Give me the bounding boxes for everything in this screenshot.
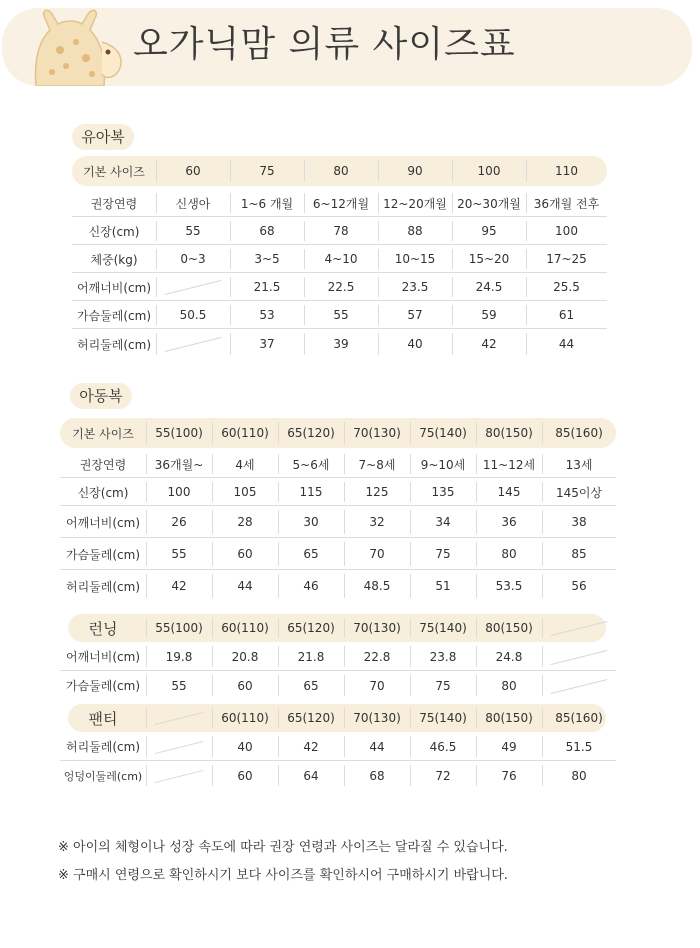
table-cell: 60: [212, 671, 278, 700]
table-cell: 0~3: [156, 245, 230, 273]
row-label: 가슴둘레(cm): [65, 679, 141, 693]
kids-size: 65(120): [278, 418, 344, 448]
empty-cell: [146, 761, 212, 790]
running-size: 55(100): [146, 614, 212, 642]
table-cell: 145: [476, 478, 542, 506]
running-size: 60(110): [212, 614, 278, 642]
table-cell: 75: [410, 671, 476, 700]
table-cell: 61: [526, 301, 607, 329]
row-label: 허리둘레(cm): [65, 579, 141, 594]
table-cell: 40: [212, 732, 278, 761]
table-cell: 40: [378, 329, 452, 359]
panty-row-waist: [60, 732, 616, 761]
table-cell: 19.8: [146, 642, 212, 671]
table-cell: 57: [378, 301, 452, 329]
table-cell: 88: [378, 217, 452, 245]
table-cell: 12~20개월: [378, 189, 452, 217]
table-cell: 21.5: [230, 273, 304, 301]
table-cell: 68: [230, 217, 304, 245]
table-cell: 24.5: [452, 273, 526, 301]
kids-size: 70(130): [344, 418, 410, 448]
table-cell: 46: [278, 570, 344, 602]
infant-row-age: [72, 189, 607, 217]
table-cell: 145이상: [542, 478, 616, 506]
row-label: 신장(cm): [88, 224, 140, 239]
table-cell: 37: [230, 329, 304, 359]
table-cell: 22.8: [344, 642, 410, 671]
footnote: ※ 아이의 체형이나 성장 속도에 따라 권장 연령과 사이즈는 달라질 수 있습니다.: [58, 840, 508, 855]
table-cell: 55: [146, 671, 212, 700]
kids-size-row: [60, 418, 616, 448]
row-label: 어깨너비(cm): [65, 515, 141, 530]
table-cell: 1~6 개월: [230, 189, 304, 217]
infant-size: 100: [452, 156, 526, 186]
table-cell: 20.8: [212, 642, 278, 671]
table-cell: 42: [146, 570, 212, 602]
table-cell: 38: [542, 506, 616, 538]
table-cell: 115: [278, 478, 344, 506]
table-cell: 70: [344, 671, 410, 700]
table-cell: 55: [146, 538, 212, 570]
table-cell: 56: [542, 570, 616, 602]
kids-size: 85(160): [542, 418, 616, 448]
empty-cell: [146, 732, 212, 761]
table-cell: 15~20: [452, 245, 526, 273]
kids-size: 75(140): [410, 418, 476, 448]
empty-slash: [155, 740, 204, 753]
table-cell: 30: [278, 506, 344, 538]
infant-size: 80: [304, 156, 378, 186]
table-cell: 60: [212, 761, 278, 790]
table-cell: 65: [278, 671, 344, 700]
table-cell: 36개월~: [146, 450, 212, 478]
table-cell: 4세: [212, 450, 278, 478]
panty-size: 65(120): [278, 704, 344, 732]
table-cell: 4~10: [304, 245, 378, 273]
kids-size-label: 기본 사이즈: [72, 426, 134, 441]
row-label: 권장연령: [79, 457, 127, 472]
table-cell: 28: [212, 506, 278, 538]
empty-slash: [165, 337, 222, 352]
table-cell: 42: [278, 732, 344, 761]
infant-row-waist: [72, 329, 607, 359]
table-cell: 49: [476, 732, 542, 761]
table-cell: 46.5: [410, 732, 476, 761]
row-label: 허리둘레(cm): [76, 337, 152, 352]
footnote: ※ 구매시 연령으로 확인하시기 보다 사이즈를 확인하시어 구매하시기 바랍니다.: [58, 868, 508, 883]
row-label: 어깨너비(cm): [76, 280, 152, 295]
table-cell: 44: [344, 732, 410, 761]
row-label: 권장연령: [90, 196, 138, 211]
table-cell: 64: [278, 761, 344, 790]
table-cell: 80: [476, 538, 542, 570]
table-cell: 105: [212, 478, 278, 506]
table-cell: 20~30개월: [452, 189, 526, 217]
empty-slash: [155, 769, 204, 782]
table-cell: 44: [526, 329, 607, 359]
table-cell: 76: [476, 761, 542, 790]
row-label: 체중(kg): [90, 252, 138, 267]
table-cell: 70: [344, 538, 410, 570]
kids-row-age: [60, 450, 616, 478]
table-cell: 3~5: [230, 245, 304, 273]
running-row-shoulder: [60, 642, 616, 671]
row-label: 가슴둘레(cm): [65, 547, 141, 562]
running-size-row: [60, 614, 616, 642]
running-size: 75(140): [410, 614, 476, 642]
table-cell: 55: [156, 217, 230, 245]
table-cell: 6~12개월: [304, 189, 378, 217]
infant-row-height: [72, 217, 607, 245]
panty-size: 75(140): [410, 704, 476, 732]
table-cell: 21.8: [278, 642, 344, 671]
table-cell: 36개월 전후: [526, 189, 607, 217]
empty-cell: [156, 273, 230, 301]
table-cell: 48.5: [344, 570, 410, 602]
row-label: 신장(cm): [77, 485, 129, 500]
row-label: 어깨너비(cm): [65, 650, 141, 664]
panty-row-hip: [60, 761, 616, 790]
table-cell: 60: [212, 538, 278, 570]
row-label: 허리둘레(cm): [65, 740, 141, 754]
kids-size: 60(110): [212, 418, 278, 448]
infant-size: 110: [526, 156, 607, 186]
infant-size-label: 기본 사이즈: [83, 164, 145, 179]
table-cell: 65: [278, 538, 344, 570]
empty-cell: [542, 642, 616, 671]
table-cell: 39: [304, 329, 378, 359]
panty-size: 60(110): [212, 704, 278, 732]
infant-size: 75: [230, 156, 304, 186]
running-size: 65(120): [278, 614, 344, 642]
panty-size: 85(160): [542, 704, 616, 732]
section-tag-kids: 아동복: [70, 383, 132, 409]
infant-size: 60: [156, 156, 230, 186]
kids-row-shoulder: [60, 506, 616, 538]
row-label: 가슴둘레(cm): [76, 308, 152, 323]
running-row-chest: [60, 671, 616, 700]
kids-row-waist: [60, 570, 616, 602]
table-cell: 51: [410, 570, 476, 602]
running-size: 80(150): [476, 614, 542, 642]
table-cell: 95: [452, 217, 526, 245]
table-cell: 80: [476, 671, 542, 700]
table-cell: 78: [304, 217, 378, 245]
table-cell: 125: [344, 478, 410, 506]
table-cell: 80: [542, 761, 616, 790]
table-cell: 9~10세: [410, 450, 476, 478]
table-cell: 59: [452, 301, 526, 329]
table-cell: 100: [526, 217, 607, 245]
infant-size-row: [72, 156, 607, 186]
table-cell: 34: [410, 506, 476, 538]
infant-row-weight: [72, 245, 607, 273]
table-cell: 36: [476, 506, 542, 538]
empty-cell: [156, 329, 230, 359]
kids-row-chest: [60, 538, 616, 570]
table-cell: 44: [212, 570, 278, 602]
kids-row-height: [60, 478, 616, 506]
empty-cell: [146, 704, 212, 732]
table-cell: 10~15: [378, 245, 452, 273]
empty-slash: [165, 280, 222, 295]
table-cell: 26: [146, 506, 212, 538]
table-cell: 72: [410, 761, 476, 790]
giraffe-icon: [16, 2, 134, 86]
table-cell: 11~12세: [476, 450, 542, 478]
section-tag-panty: 팬티: [88, 709, 118, 728]
infant-size: 90: [378, 156, 452, 186]
page-title: 오가닉맘 의류 사이즈표: [133, 24, 516, 65]
table-cell: 75: [410, 538, 476, 570]
table-cell: 135: [410, 478, 476, 506]
table-cell: 51.5: [542, 732, 616, 761]
infant-row-shoulder: [72, 273, 607, 301]
panty-size: 80(150): [476, 704, 542, 732]
infant-row-chest: [72, 301, 607, 329]
table-cell: 53.5: [476, 570, 542, 602]
empty-slash: [551, 649, 608, 664]
empty-cell: [542, 671, 616, 700]
table-cell: 53: [230, 301, 304, 329]
table-cell: 55: [304, 301, 378, 329]
table-cell: 50.5: [156, 301, 230, 329]
table-cell: 23.5: [378, 273, 452, 301]
table-cell: 신생아: [156, 189, 230, 217]
empty-slash: [155, 712, 204, 725]
panty-size-row: [60, 704, 616, 732]
section-tag-infant: 유아복: [72, 124, 134, 150]
table-cell: 25.5: [526, 273, 607, 301]
empty-slash: [551, 621, 608, 636]
kids-size: 80(150): [476, 418, 542, 448]
section-tag-running: 런닝: [88, 619, 118, 638]
table-cell: 5~6세: [278, 450, 344, 478]
row-label: 엉덩이둘레(cm): [63, 769, 143, 783]
table-cell: 85: [542, 538, 616, 570]
table-cell: 23.8: [410, 642, 476, 671]
table-cell: 24.8: [476, 642, 542, 671]
table-cell: 17~25: [526, 245, 607, 273]
kids-size: 55(100): [146, 418, 212, 448]
table-cell: 13세: [542, 450, 616, 478]
table-cell: 42: [452, 329, 526, 359]
table-cell: 32: [344, 506, 410, 538]
empty-cell: [542, 614, 616, 642]
running-size: 70(130): [344, 614, 410, 642]
empty-slash: [551, 678, 608, 693]
table-cell: 100: [146, 478, 212, 506]
table-cell: 68: [344, 761, 410, 790]
table-cell: 7~8세: [344, 450, 410, 478]
table-cell: 22.5: [304, 273, 378, 301]
panty-size: 70(130): [344, 704, 410, 732]
